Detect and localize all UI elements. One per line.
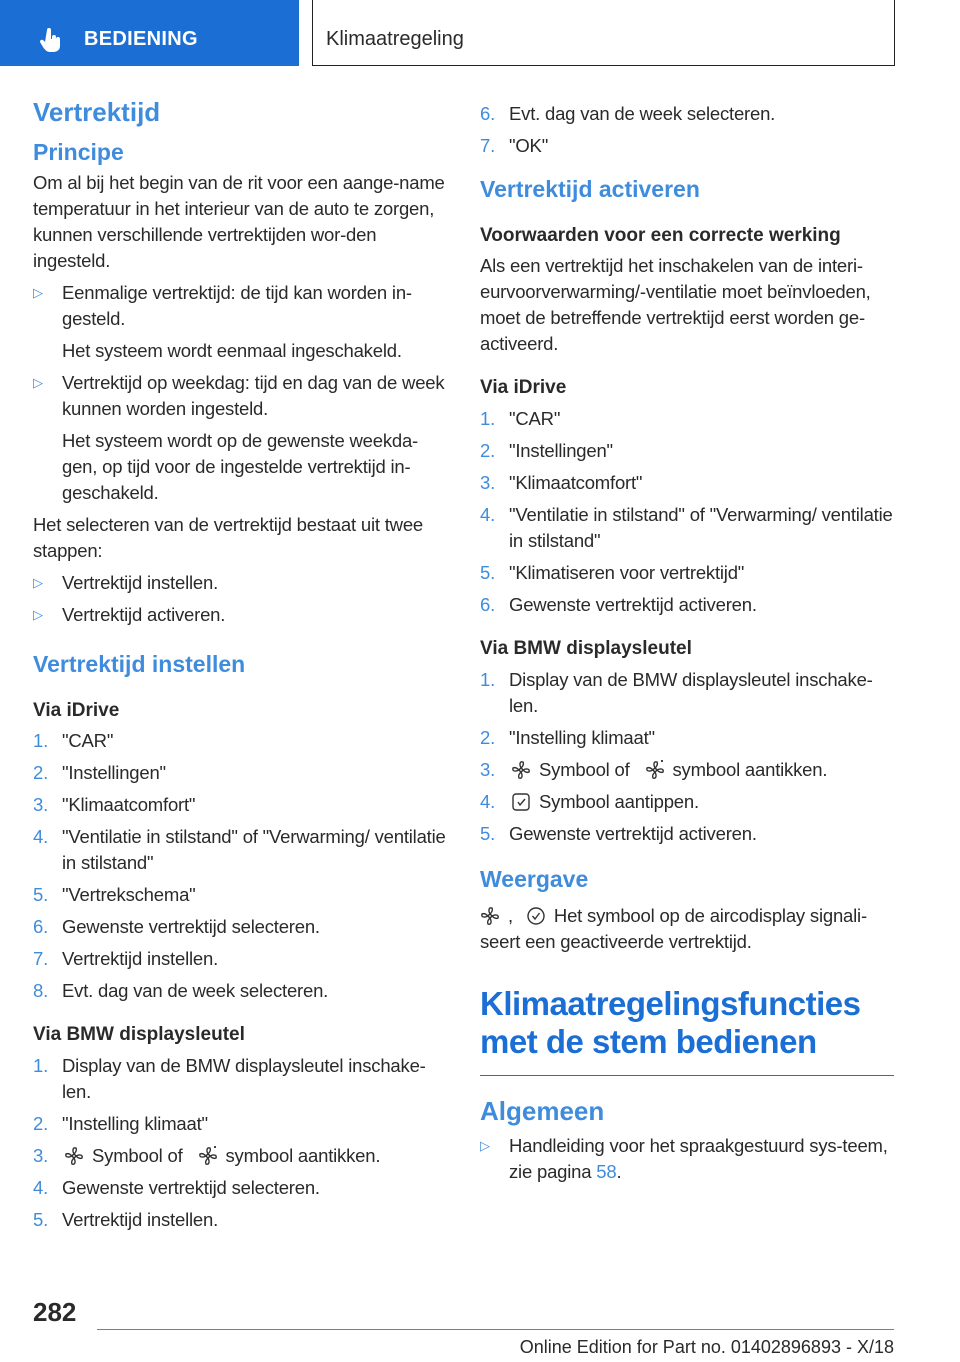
list-item: ▷ Eenmalige vertrektijd: de tijd kan worden in-gesteld. Het systeem wordt eenmaal ingeschakeld. bbox=[33, 281, 412, 361]
steps-intro: Het selecteren van de vertrektijd bestaat uit twee stappen: bbox=[33, 513, 424, 561]
left-column bbox=[33, 96, 449, 1239]
list-item: 4. "Ventilatie in stilstand" of "Verwarming/ ventilatie in stilstand" bbox=[480, 504, 893, 552]
key-steps bbox=[480, 667, 894, 847]
activeren-heading: Vertrektijd activeren bbox=[480, 176, 700, 202]
chapter-box bbox=[312, 0, 895, 66]
list-item: 3. Symbool of symbool aantikken. bbox=[33, 1144, 381, 1166]
list-item: 3. "Klimaatcomfort" bbox=[480, 472, 643, 494]
right-column bbox=[480, 101, 894, 1191]
list-item: 5. "Vertrekschema" bbox=[33, 884, 196, 906]
page-link[interactable]: 58 bbox=[596, 1160, 617, 1182]
steps-bullets bbox=[33, 570, 449, 628]
key-label: Via BMW displaysleutel bbox=[33, 1024, 245, 1046]
list-item: 7. Vertrektijd instellen. bbox=[33, 948, 219, 970]
idrive-label: Via iDrive bbox=[480, 377, 567, 399]
voice-control-title: Klimaatregelingsfuncties met de stem bedienen bbox=[480, 984, 861, 1060]
title-divider bbox=[480, 1075, 894, 1076]
list-item: 2. "Instelling klimaat" bbox=[33, 1112, 208, 1134]
list-item: 3. "Klimaatcomfort" bbox=[33, 794, 196, 816]
list-item: 2. "Instelling klimaat" bbox=[480, 726, 655, 748]
algemeen-bullets bbox=[480, 1133, 894, 1185]
requirements-text: Als een vertrektijd het inschakelen van de interi-eurvoorverwarming/-ventilatie moet beïnvloeden, moet de betreffende vertrektijd eerst worden ge-activeerd. bbox=[480, 255, 871, 355]
section-label: BEDIENING bbox=[84, 28, 198, 50]
list-item: 5. Gewenste vertrektijd activeren. bbox=[480, 822, 757, 844]
list-item: 6. Gewenste vertrektijd activeren. bbox=[480, 594, 757, 616]
fan-icon bbox=[480, 906, 500, 926]
list-item: 4. "Ventilatie in stilstand" of "Verwarming/ ventilatie in stilstand" bbox=[33, 826, 446, 874]
weergave-heading: Weergave bbox=[480, 865, 589, 892]
list-item: ▷ Vertrektijd op weekdag: tijd en dag van de week kunnen worden ingesteld. Het systeem wordt op de gewenste weekda-gen, op tijd voor de ingestelde vertrektijd in-geschakeld. bbox=[33, 371, 445, 503]
idrive-steps bbox=[33, 728, 449, 1004]
algemeen-heading: Algemeen bbox=[480, 1095, 605, 1126]
triangle-bullet-icon: ▷ bbox=[33, 574, 43, 590]
page-number: 282 bbox=[33, 1297, 77, 1327]
instellen-heading: Vertrektijd instellen bbox=[33, 650, 246, 677]
fan-icon bbox=[511, 760, 531, 780]
list-item: 1. Display van de BMW displaysleutel inschake-len. bbox=[33, 1054, 426, 1102]
list-item: 5. "Klimatiseren voor vertrektijd" bbox=[480, 562, 745, 584]
list-item: 7. "OK" bbox=[480, 135, 549, 156]
footer-divider bbox=[97, 1329, 894, 1330]
key-steps bbox=[33, 1053, 449, 1233]
list-item: 1. Display van de BMW displaysleutel inschake-len. bbox=[480, 668, 873, 716]
chapter-label: Klimaatregeling bbox=[326, 28, 464, 50]
principe-heading: Principe bbox=[33, 138, 124, 165]
list-item: 2. "Instellingen" bbox=[480, 440, 613, 462]
list-item: 8. Evt. dag van de week selecteren. bbox=[33, 980, 329, 1002]
fan-icon bbox=[64, 1146, 84, 1166]
list-item: 5. Vertrektijd instellen. bbox=[33, 1208, 219, 1230]
triangle-bullet-icon: ▷ bbox=[33, 374, 43, 390]
weergave-text: , Het symbool op de aircodisplay signali-seert een geactiveerde vertrektijd. bbox=[480, 904, 867, 952]
continued-steps bbox=[480, 101, 894, 159]
timer-icon bbox=[526, 906, 546, 926]
hand-pointer-icon bbox=[38, 27, 64, 53]
section-tab bbox=[0, 0, 299, 66]
edition-text: Online Edition for Part no. 01402896893 - X/18 bbox=[519, 1337, 894, 1357]
list-item: ▷ Handleiding voor het spraakgestuurd sys-teem, zie pagina 58. bbox=[480, 1134, 888, 1182]
list-item: 6. Evt. dag van de week selecteren. bbox=[480, 103, 776, 124]
list-item: 4. Gewenste vertrektijd selecteren. bbox=[33, 1176, 320, 1198]
list-item: ▷ Vertrektijd activeren. bbox=[33, 602, 449, 628]
list-item: 4. Symbool aantippen. bbox=[480, 790, 699, 812]
list-item: ▷ Vertrektijd instellen. bbox=[33, 570, 449, 596]
list-item: 2. "Instellingen" bbox=[33, 762, 166, 784]
idrive-label: Via iDrive bbox=[33, 699, 120, 721]
fan-speed-icon bbox=[645, 760, 665, 780]
key-label: Via BMW displaysleutel bbox=[480, 638, 692, 660]
section-title: Vertrektijd bbox=[33, 97, 161, 127]
fan-speed-icon bbox=[198, 1146, 218, 1166]
triangle-bullet-icon: ▷ bbox=[33, 606, 43, 622]
triangle-bullet-icon: ▷ bbox=[480, 1137, 490, 1153]
principe-bullets bbox=[33, 280, 449, 506]
principe-intro: Om al bij het begin van de rit voor een aange-name temperatuur in het interieur van de auto te zorgen, kunnen verschillende vertrektijden wor-den ingesteld. bbox=[33, 171, 445, 271]
idrive-steps bbox=[480, 406, 894, 618]
triangle-bullet-icon: ▷ bbox=[33, 284, 43, 300]
list-item: 1. "CAR" bbox=[480, 408, 561, 430]
list-item: 6. Gewenste vertrektijd selecteren. bbox=[33, 916, 320, 938]
requirements-label: Voorwaarden voor een correcte werking bbox=[480, 224, 841, 246]
clock-check-icon bbox=[511, 792, 531, 812]
list-item: 1. "CAR" bbox=[33, 730, 114, 752]
list-item: 3. Symbool of symbool aantikken. bbox=[480, 758, 828, 780]
